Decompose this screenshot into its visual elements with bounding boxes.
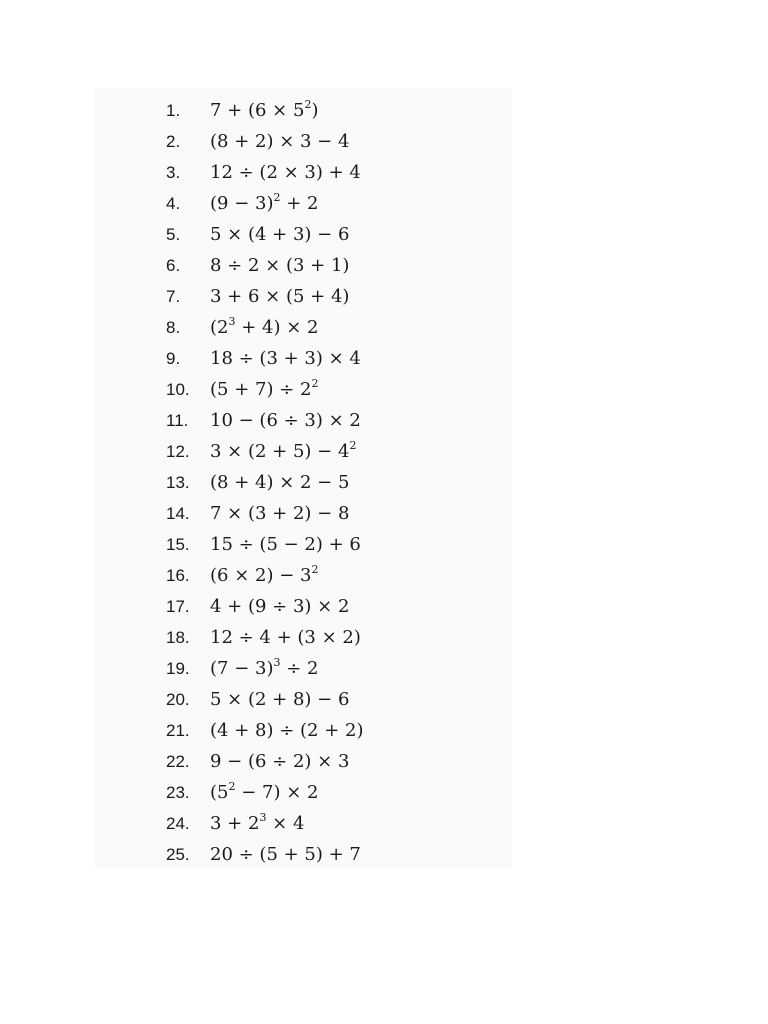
problem-expression bbox=[210, 813, 304, 834]
problem-item bbox=[166, 839, 363, 870]
problem-item bbox=[166, 746, 363, 777]
problem-item bbox=[166, 622, 363, 653]
problem-number: 11. bbox=[166, 410, 189, 430]
expression-text: 5 × (2 + 8) − 6 bbox=[210, 689, 350, 710]
expression-text: (4 + 8) ÷ (2 + 2) bbox=[210, 720, 364, 741]
problem-number: 17. bbox=[166, 596, 190, 616]
problem-number: 20. bbox=[166, 689, 190, 709]
expression-text: (2 bbox=[210, 317, 229, 338]
problem-expression bbox=[210, 410, 361, 431]
problem-item bbox=[166, 436, 363, 467]
expression-text: 10 − (6 ÷ 3) × 2 bbox=[210, 410, 361, 431]
problem-expression bbox=[210, 472, 349, 493]
problem-number: 1. bbox=[166, 100, 181, 120]
expression-text: 7 × (3 + 2) − 8 bbox=[210, 503, 350, 524]
problem-item bbox=[166, 467, 363, 498]
expression-text: 8 ÷ 2 × (3 + 1) bbox=[210, 255, 350, 276]
exponent: 2 bbox=[304, 98, 312, 111]
problem-item bbox=[166, 374, 363, 405]
exponent: 3 bbox=[259, 811, 267, 824]
problem-number: 24. bbox=[166, 813, 190, 833]
problem-number: 21. bbox=[166, 720, 190, 740]
problem-item bbox=[166, 126, 363, 157]
problem-item bbox=[166, 591, 363, 622]
problem-item bbox=[166, 250, 363, 281]
exponent: 2 bbox=[349, 439, 357, 452]
problem-expression bbox=[210, 751, 349, 772]
expression-text: (5 + 7) ÷ 2 bbox=[210, 379, 312, 400]
problem-item bbox=[166, 498, 363, 529]
problem-item bbox=[166, 343, 363, 374]
problem-number: 6. bbox=[166, 255, 181, 275]
problem-number: 5. bbox=[166, 224, 181, 244]
expression-text: + 4) × 2 bbox=[235, 317, 319, 338]
expression-text: (8 + 2) × 3 − 4 bbox=[210, 131, 350, 152]
problem-expression bbox=[210, 100, 318, 121]
problem-list bbox=[166, 95, 363, 870]
exponent: 2 bbox=[273, 191, 281, 204]
problem-item bbox=[166, 777, 363, 808]
problem-expression bbox=[210, 441, 356, 462]
problem-expression bbox=[210, 782, 318, 803]
problem-number: 7. bbox=[166, 286, 181, 306]
problem-item bbox=[166, 529, 363, 560]
problem-number: 2. bbox=[166, 131, 181, 151]
problem-item bbox=[166, 405, 363, 436]
problem-item bbox=[166, 653, 363, 684]
expression-text: (7 − 3) bbox=[210, 658, 274, 679]
problem-number: 16. bbox=[166, 565, 190, 585]
expression-text: 20 ÷ (5 + 5) + 7 bbox=[210, 844, 361, 865]
problem-expression bbox=[210, 503, 349, 524]
expression-text: ÷ 2 bbox=[280, 658, 319, 679]
expression-text: (6 × 2) − 3 bbox=[210, 565, 312, 586]
problem-expression bbox=[210, 720, 363, 741]
expression-text: (9 − 3) bbox=[210, 193, 274, 214]
exponent: 3 bbox=[228, 315, 236, 328]
problem-number: 14. bbox=[166, 503, 190, 523]
exponent: 2 bbox=[311, 563, 319, 576]
problem-expression bbox=[210, 193, 318, 214]
expression-text: 3 × (2 + 5) − 4 bbox=[210, 441, 350, 462]
problem-number: 10. bbox=[166, 379, 190, 399]
expression-text: 15 ÷ (5 − 2) + 6 bbox=[210, 534, 361, 555]
problem-expression bbox=[210, 565, 318, 586]
problem-item bbox=[166, 188, 363, 219]
problem-number: 3. bbox=[166, 162, 181, 182]
problem-number: 22. bbox=[166, 751, 190, 771]
expression-text: 3 + 2 bbox=[210, 813, 260, 834]
expression-text: − 7) × 2 bbox=[235, 782, 319, 803]
expression-text: 9 − (6 ÷ 2) × 3 bbox=[210, 751, 350, 772]
expression-text: 3 + 6 × (5 + 4) bbox=[210, 286, 350, 307]
problem-expression bbox=[210, 348, 361, 369]
expression-text: ) bbox=[311, 100, 319, 121]
problem-item bbox=[166, 157, 363, 188]
problem-number: 25. bbox=[166, 844, 190, 864]
expression-text: 12 ÷ 4 + (3 × 2) bbox=[210, 627, 361, 648]
problem-item bbox=[166, 808, 363, 839]
problem-number: 4. bbox=[166, 193, 181, 213]
expression-text: + 2 bbox=[280, 193, 319, 214]
problem-expression bbox=[210, 379, 318, 400]
problem-number: 19. bbox=[166, 658, 190, 678]
problem-expression bbox=[210, 534, 361, 555]
problem-expression bbox=[210, 596, 349, 617]
problem-expression bbox=[210, 224, 349, 245]
problem-number: 13. bbox=[166, 472, 190, 492]
problem-item bbox=[166, 715, 363, 746]
expression-text: × 4 bbox=[266, 813, 305, 834]
problem-item bbox=[166, 281, 363, 312]
problem-expression bbox=[210, 317, 318, 338]
expression-text: (5 bbox=[210, 782, 229, 803]
problem-expression bbox=[210, 131, 349, 152]
problem-item bbox=[166, 560, 363, 591]
problem-item bbox=[166, 684, 363, 715]
expression-text: 4 + (9 ÷ 3) × 2 bbox=[210, 596, 350, 617]
problem-number: 12. bbox=[166, 441, 190, 461]
expression-text: 12 ÷ (2 × 3) + 4 bbox=[210, 162, 361, 183]
problem-number: 8. bbox=[166, 317, 181, 337]
problem-expression bbox=[210, 255, 349, 276]
problem-expression bbox=[210, 162, 361, 183]
exponent: 3 bbox=[273, 656, 281, 669]
problem-item bbox=[166, 219, 363, 250]
problem-item bbox=[166, 312, 363, 343]
exponent: 2 bbox=[311, 377, 319, 390]
expression-text: 18 ÷ (3 + 3) × 4 bbox=[210, 348, 361, 369]
problem-number: 15. bbox=[166, 534, 190, 554]
problem-number: 23. bbox=[166, 782, 190, 802]
expression-text: 5 × (4 + 3) − 6 bbox=[210, 224, 350, 245]
problem-number: 18. bbox=[166, 627, 190, 647]
problem-expression bbox=[210, 689, 349, 710]
problem-expression bbox=[210, 286, 349, 307]
problem-expression bbox=[210, 627, 361, 648]
problem-item bbox=[166, 95, 363, 126]
problem-number: 9. bbox=[166, 348, 181, 368]
exponent: 2 bbox=[228, 780, 236, 793]
expression-text: (8 + 4) × 2 − 5 bbox=[210, 472, 350, 493]
expression-text: 7 + (6 × 5 bbox=[210, 100, 305, 121]
problem-expression bbox=[210, 844, 361, 865]
problem-expression bbox=[210, 658, 318, 679]
